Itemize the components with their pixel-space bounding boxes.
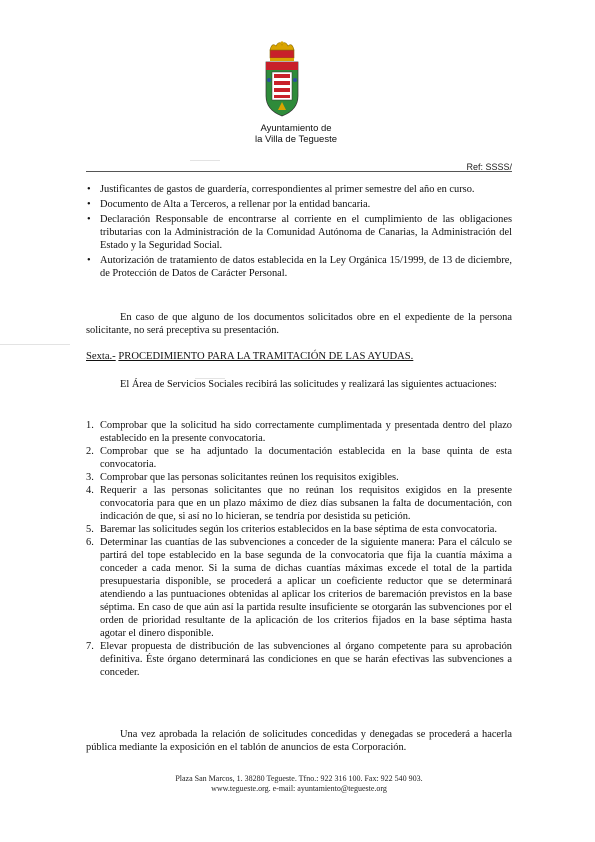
- step-text: Comprobar que la solicitud ha sido correctamente cumplimentada y presentada dentro del plazo establecido en la presente convocatoria.: [100, 420, 512, 444]
- step-number: 2.: [86, 446, 94, 457]
- note-paragraph-text: En caso de que alguno de los documentos solicitados obre en el expediente de la persona solicitante, no será preceptiva su presentación.: [86, 312, 512, 336]
- procedure-steps-list: [86, 419, 512, 679]
- step-number: 7.: [86, 641, 94, 652]
- page-footer: [86, 774, 512, 794]
- list-item: [86, 254, 512, 280]
- organization-name-line2: la Villa de Tegueste: [254, 134, 338, 145]
- step-number: 3.: [86, 472, 94, 483]
- list-item: [86, 640, 512, 679]
- list-item: [86, 484, 512, 523]
- note-paragraph: [86, 311, 512, 337]
- bullet-icon: •: [87, 255, 91, 266]
- bullet-icon: •: [87, 199, 91, 210]
- list-item: [86, 213, 512, 252]
- section-number: Sexta.-: [86, 351, 116, 362]
- list-item: [86, 523, 512, 536]
- list-item: [86, 536, 512, 640]
- step-text: Elevar propuesta de distribución de las subvenciones al órgano competente para su aprobación definitiva. Éste órgano determinará las condiciones en que se harán efectivas las subvenciones a conceder.: [100, 641, 512, 678]
- section-intro-text: El Área de Servicios Sociales recibirá las solicitudes y realizará las siguientes actuaciones:: [120, 379, 497, 390]
- reference-code: Ref: SSSS/: [466, 162, 512, 172]
- step-number: 4.: [86, 485, 94, 496]
- list-item: [86, 198, 512, 211]
- closing-paragraph-text: Una vez aprobada la relación de solicitudes concedidas y denegadas se procederá a hacerla pública mediante la exposición en el tablón de anuncios de esta Corporación.: [86, 729, 512, 753]
- step-text: Requerir a las personas solicitantes que no reúnan los requisitos exigidos en la presente convocatoria para que en un plazo máximo de diez días subsanen la falta de documentación, con indicación de que, si así no lo hicieran, se tendría por desistida su petición.: [100, 485, 512, 522]
- footer-address: Plaza San Marcos, 1. 38280 Tegueste. Tfno.: 922 316 100. Fax: 922 540 903.: [175, 774, 423, 783]
- step-text: Determinar las cuantías de las subvenciones a conceder de la siguiente manera: Para el cálculo se partirá del tope establecido en la base segunda de la convocatoria que fija la cuantía máxima a conceder a cada menor. Si la suma de dichas cuantías máximas excede el total de la partida presupuestaria disponible, se procederá a aplicar un coeficiente reductor que se determinará atendiendo a las puntuaciones obtenidas al aplicar los criterios de baremación previstos en la base séptima. En caso de que aún así la partida resulte insuficiente se otorgarán las subvenciones por el orden de prioridad resultante de la aplicación de los criterios fijados en la base séptima hasta agotar el dinero disponible.: [100, 537, 512, 639]
- list-item: [86, 419, 512, 445]
- closing-paragraph: [86, 728, 512, 754]
- section-title: PROCEDIMIENTO PARA LA TRAMITACIÓN DE LAS AYUDAS.: [118, 351, 414, 362]
- step-number: 1.: [86, 420, 94, 431]
- required-documents-list: [86, 183, 512, 282]
- step-text: Baremar las solicitudes según los criterios establecidos en la base séptima de esta convocatoria.: [100, 524, 498, 535]
- organization-name-line1: Ayuntamiento de: [260, 123, 332, 134]
- footer-contact: www.tegueste.org. e-mail: ayuntamiento@tegueste.org: [211, 784, 387, 793]
- section-intro: [86, 378, 512, 391]
- bullet-icon: •: [87, 214, 91, 225]
- header-divider: [86, 171, 512, 172]
- list-item-text: Justificantes de gastos de guardería, correspondientes al primer semestre del año en curso.: [100, 184, 475, 195]
- list-item: [86, 471, 512, 484]
- step-number: 5.: [86, 524, 94, 535]
- step-text: Comprobar que las personas solicitantes reúnen los requisitos exigibles.: [100, 472, 399, 483]
- list-item: [86, 445, 512, 471]
- bullet-icon: •: [87, 184, 91, 195]
- step-text: Comprobar que se ha adjuntado la documentación establecida en la base quinta de esta convocatoria.: [100, 446, 512, 470]
- list-item-text: Declaración Responsable de encontrarse al corriente en el cumplimiento de las obligaciones tributarias con la Administración de la Comunidad Autónoma de Canarias, la Administración del Estado y la Seguridad Social.: [100, 214, 512, 251]
- section-heading: [86, 350, 512, 363]
- list-item-text: Autorización de tratamiento de datos establecida en la Ley Orgánica 15/1999, de 13 de diciembre, de Protección de Datos de Carácter Personal.: [100, 255, 512, 279]
- list-item-text: Documento de Alta a Terceros, a rellenar por la entidad bancaria.: [100, 199, 371, 210]
- step-number: 6.: [86, 537, 94, 548]
- list-item: [86, 183, 512, 196]
